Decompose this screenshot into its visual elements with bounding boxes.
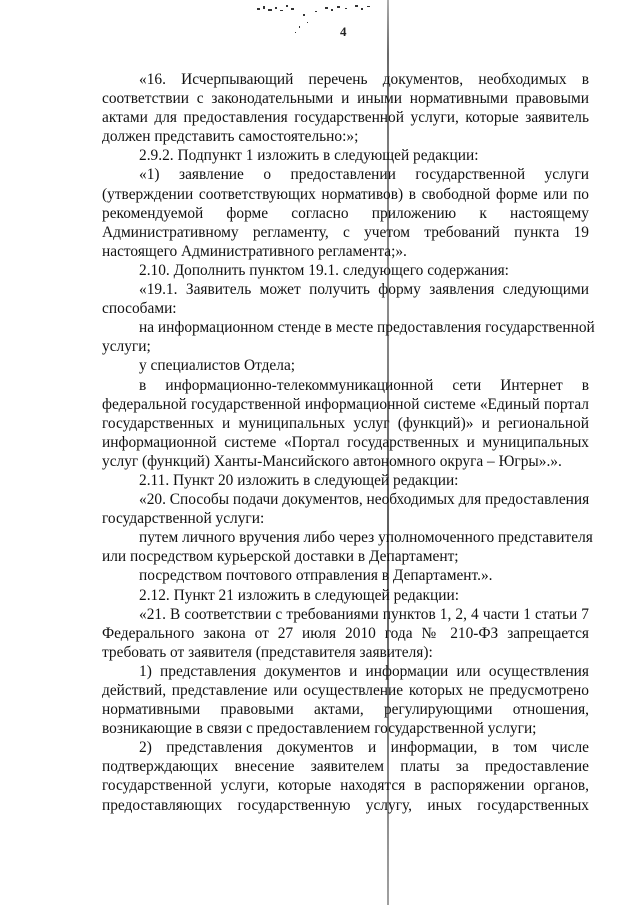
text-line: «19.1. Заявитель может получить форму заявления следующими	[139, 281, 589, 299]
text-line: «21. В соответствии с требованиями пунктов 1, 2, 4 части 1 статьи 7	[139, 605, 589, 623]
text-line: предоставляющих государственную услугу, иных государственных	[102, 796, 589, 814]
text-line: в информационно-телекоммуникационной сети Интернет в	[139, 376, 589, 394]
text-line: актами для предоставления государственной услуги, которые заявитель	[102, 109, 589, 127]
text-line: подтверждающих внесение заявителем платы за предоставление	[102, 758, 589, 776]
text-line: у специалистов Отдела;	[139, 357, 296, 375]
text-line: «20. Способы подачи документов, необходимых для предоставления	[139, 491, 590, 509]
text-line: государственных и муниципальных услуг (функций)» и региональной	[102, 414, 589, 432]
text-line: услуги;	[102, 338, 151, 356]
text-line: должен представить самостоятельно:»;	[102, 128, 359, 146]
text-line: 2.11. Пункт 20 изложить в следующей редакции:	[139, 471, 459, 489]
text-line: рекомендуемой форме согласно приложению к настоящему	[102, 204, 589, 222]
scan-artifact	[255, 2, 385, 42]
document-body	[102, 70, 595, 815]
text-line: государственной услуги, которые находятся в распоряжении органов,	[102, 777, 589, 795]
text-line: «1) заявление о предоставлении государственной услуги	[139, 166, 589, 184]
text-line: информационной системе «Портал государственных и муниципальных	[102, 433, 589, 451]
text-line: государственной услуги:	[102, 510, 265, 528]
text-line: посредством почтового отправления в Департамент.».	[139, 567, 493, 585]
text-line: способами:	[102, 300, 177, 318]
text-line: Федерального закона от 27 июля 2010 года № 210-ФЗ запрещается	[102, 624, 589, 642]
text-line: соответствии с законодательными и иными нормативными правовыми	[102, 90, 589, 108]
text-line: Административному регламенту, с учетом требований пункта 19	[102, 223, 589, 241]
text-line: действий, представление или осуществление которых не предусмотрено	[102, 682, 589, 699]
text-line: настоящего Административного регламента;».	[102, 242, 407, 260]
page-number: 4	[340, 24, 347, 39]
text-line: 2.10. Дополнить пунктом 19.1. следующего содержания:	[139, 261, 509, 279]
text-line: путем личного вручения либо через уполномоченного представителя	[139, 529, 593, 547]
text-line: 2.9.2. Подпункт 1 изложить в следующей редакции:	[139, 147, 479, 165]
text-line: федеральной государственной информационной системе «Единый портал	[102, 395, 589, 413]
text-line: возникающие в связи с предоставлением государственной услуги;	[102, 720, 537, 738]
text-line: (утверждении соответствующих нормативов) в свободной форме или по	[102, 185, 589, 203]
text-line: «16. Исчерпывающий перечень документов, необходимых в	[139, 71, 589, 88]
text-line: на информационном стенде в месте предоставления государственной	[139, 319, 595, 337]
text-line: услуг (функций) Ханты-Мансийского автономного округа – Югры».».	[102, 452, 562, 470]
text-line: нормативными правовыми актами, регулирующими отношения,	[102, 701, 589, 719]
text-line: или посредством курьерской доставки в Департамент;	[102, 548, 459, 566]
text-line: 2) представления документов и информации, в том числе	[139, 739, 589, 757]
text-line: требовать от заявителя (представителя заявителя):	[102, 643, 433, 661]
text-line: 1) представления документов и информации или осуществления	[139, 662, 589, 680]
text-line: 2.12. Пункт 21 изложить в следующей редакции:	[139, 586, 460, 604]
